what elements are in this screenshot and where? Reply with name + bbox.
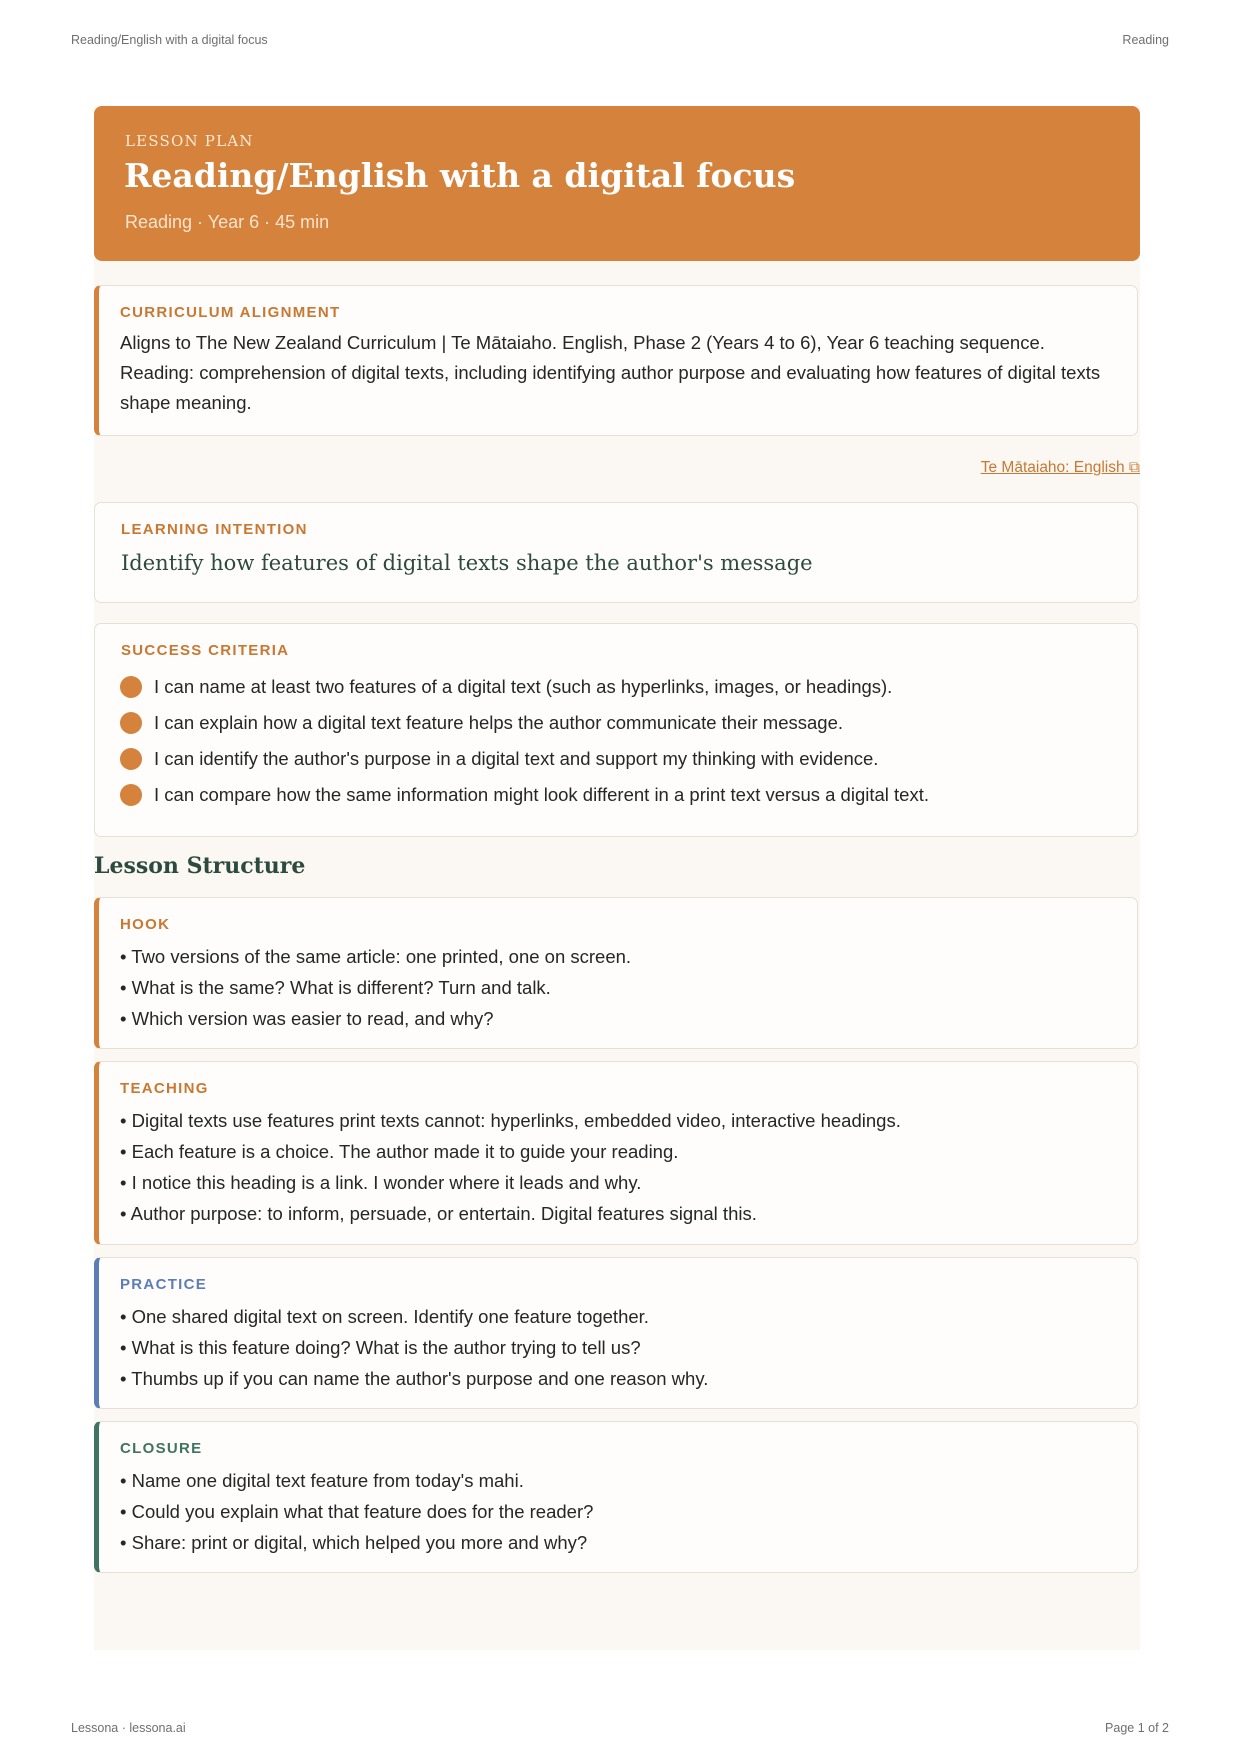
bullet-dot-icon: [120, 784, 142, 806]
hook-list: [120, 941, 1117, 1034]
closure-card: [94, 1421, 1138, 1573]
curriculum-label: CURRICULUM ALIGNMENT: [120, 304, 341, 321]
curriculum-reference-link[interactable]: Te Mātaiaho: English ⧉: [980, 459, 1140, 476]
learning-intention-label: LEARNING INTENTION: [121, 521, 308, 538]
lesson-plan-sheet: [94, 106, 1140, 1650]
criterion-text: I can name at least two features of a digital text (such as hyperlinks, images, or headings).: [154, 676, 893, 697]
header-document-title: Reading/English with a digital focus: [71, 33, 268, 47]
practice-label: PRACTICE: [120, 1276, 208, 1293]
list-item: • Each feature is a choice. The author made it to guide your reading.: [120, 1136, 1117, 1167]
bullet-dot-icon: [120, 676, 142, 698]
success-criteria-label: SUCCESS CRITERIA: [121, 642, 290, 659]
criterion-text: I can compare how the same information might look different in a print text versus a digital text.: [154, 784, 929, 805]
list-item: • Thumbs up if you can name the author's purpose and one reason why.: [120, 1363, 1117, 1394]
list-item: • One shared digital text on screen. Identify one feature together.: [120, 1301, 1117, 1332]
curriculum-text: Aligns to The New Zealand Curriculum | Te Mātaiaho. English, Phase 2 (Years 4 to 6), Year 6 teaching sequence. Reading: comprehension of digital texts, including identifying author purpose and evaluating how features of digital texts shape meaning.: [120, 332, 1101, 413]
list-item: • Author purpose: to inform, persuade, or entertain. Digital features signal this.: [120, 1198, 1117, 1229]
banner-kicker: LESSON PLAN: [125, 132, 254, 150]
list-item: • What is this feature doing? What is the author trying to tell us?: [120, 1332, 1117, 1363]
success-criteria-card: [94, 623, 1138, 837]
list-item: • Two versions of the same article: one printed, one on screen.: [120, 941, 1117, 972]
bullet-dot-icon: [120, 712, 142, 734]
lesson-meta: Reading · Year 6 · 45 min: [125, 212, 330, 232]
criterion-text: I can identify the author's purpose in a digital text and support my thinking with evidence.: [154, 748, 879, 769]
learning-intention-card: [94, 502, 1138, 603]
success-criterion: [120, 669, 1117, 705]
success-criterion: [120, 741, 1117, 777]
lesson-structure-heading: Lesson Structure: [94, 853, 306, 879]
bullet-dot-icon: [120, 748, 142, 770]
list-item: • What is the same? What is different? Turn and talk.: [120, 972, 1117, 1003]
lesson-banner: [94, 106, 1140, 261]
learning-intention-text: Identify how features of digital texts shape the author's message: [121, 551, 813, 575]
closure-list: [120, 1465, 1117, 1558]
teaching-card: [94, 1061, 1138, 1245]
teaching-label: TEACHING: [120, 1080, 209, 1097]
hook-card: [94, 897, 1138, 1049]
header-subject: Reading: [1122, 33, 1169, 47]
list-item: • Which version was easier to read, and why?: [120, 1003, 1117, 1034]
list-item: • Could you explain what that feature does for the reader?: [120, 1496, 1117, 1527]
practice-list: [120, 1301, 1117, 1394]
teaching-list: [120, 1105, 1117, 1229]
curriculum-alignment-card: [94, 285, 1138, 436]
list-item: • Digital texts use features print texts cannot: hyperlinks, embedded video, interactive headings.: [120, 1105, 1117, 1136]
page-header: [71, 33, 1169, 47]
success-criteria-list: [120, 669, 1117, 813]
hook-label: HOOK: [120, 916, 171, 933]
closure-label: CLOSURE: [120, 1440, 203, 1457]
success-criterion: [120, 777, 1117, 813]
page-footer: [71, 1721, 1169, 1735]
lesson-title: Reading/English with a digital focus: [124, 156, 796, 195]
list-item: • I notice this heading is a link. I wonder where it leads and why.: [120, 1167, 1117, 1198]
list-item: • Share: print or digital, which helped you more and why?: [120, 1527, 1117, 1558]
success-criterion: [120, 705, 1117, 741]
list-item: • Name one digital text feature from today's mahi.: [120, 1465, 1117, 1496]
criterion-text: I can explain how a digital text feature helps the author communicate their message.: [154, 712, 843, 733]
page-number: Page 1 of 2: [1105, 1721, 1169, 1735]
footer-brand: Lessona · lessona.ai: [71, 1721, 186, 1735]
practice-card: [94, 1257, 1138, 1409]
